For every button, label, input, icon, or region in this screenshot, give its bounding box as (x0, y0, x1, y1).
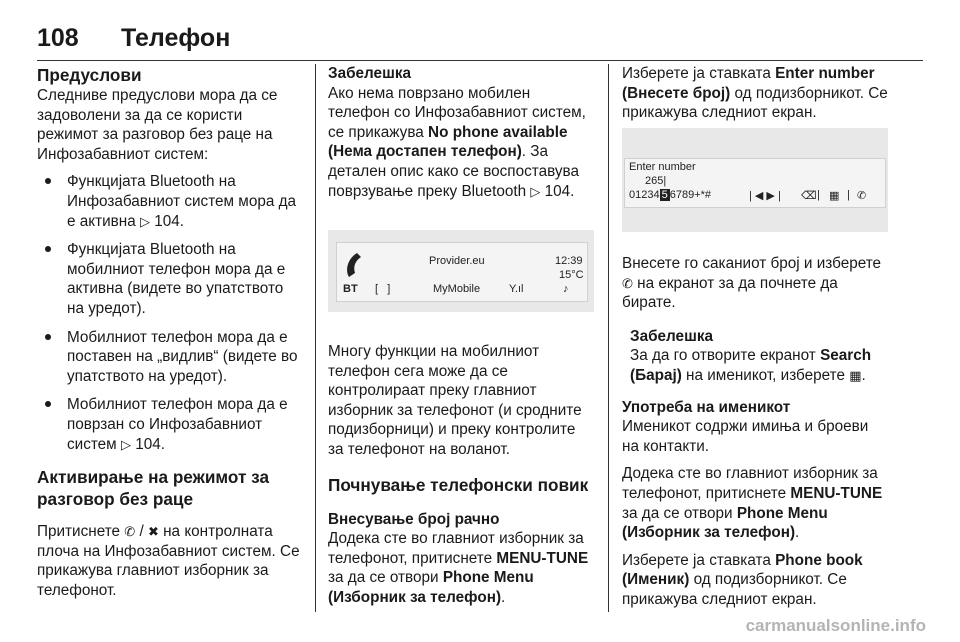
note-label: Забелешка (630, 327, 713, 345)
selected-digit[interactable]: 5 (661, 189, 668, 201)
page-ref[interactable]: 104. (544, 182, 575, 200)
delete-icon[interactable]: ⌫ (801, 190, 817, 202)
section-title: Телефон (121, 24, 231, 52)
page-ref[interactable]: 104. (154, 212, 185, 230)
watermark: carmanualsonline.info (745, 616, 926, 635)
note-block (622, 327, 888, 386)
menu-item-label: Enter number (Внесете број) (622, 65, 875, 102)
menu-label: Phone Menu (Изборник за телефон) (622, 504, 828, 542)
phonebook-icon: ▦ (849, 367, 862, 383)
prereq-list (37, 172, 303, 454)
clock: 12:39 (555, 255, 583, 267)
list-item: Мобилниот телефон мора да е поврзан со Инфозабавниот систем ▷ 104. (37, 395, 303, 454)
page-ref[interactable]: 104. (135, 435, 165, 453)
provider-label: Provider.eu (429, 255, 485, 267)
arrow-ref-icon: ▷ (530, 183, 541, 199)
phone-handset-icon (343, 249, 373, 281)
phonebook-paragraph: Додека сте во главниот изборник за телефонот, притиснете MENU-TUNE за да се отвори Phone Menu (Изборник за телефон). (622, 465, 883, 542)
key-label: MENU-TUNE (496, 549, 589, 567)
phone-main-screen (328, 230, 594, 312)
phone-icon[interactable]: ✆ (857, 190, 867, 202)
prereq-intro: Следниве предуслови мора да се задоволени за да се користи режимот за разговор без раце на Инфозабавниот систем: (37, 87, 278, 163)
bullet-icon (45, 401, 51, 407)
bt-label: BT (343, 283, 358, 295)
separator: | (817, 189, 820, 201)
column-2 (328, 64, 594, 201)
signal-strength-icon: Y.ıl (509, 283, 524, 295)
empty-brackets-icon: [ ] (375, 283, 391, 295)
dial-paragraph: Додека сте во главниот изборник за телефонот, притиснете MENU-TUNE за да се отвори Phone Menu (Изборник за телефон). (328, 530, 589, 606)
list-item: Функцијата Bluetooth на мобилниот телефон мора да е активна (видете во упатството на уредот). (37, 240, 303, 318)
page-number: 108 (37, 24, 79, 52)
column-3 (622, 64, 888, 123)
column-2-lower (328, 342, 594, 608)
phonebook-select-paragraph: Изберете ја ставката Phone book (Именик) од подизборникот. Се прикажува следниот екран. (622, 551, 863, 608)
phone-icon: ✆ (124, 524, 136, 540)
column-divider (315, 64, 316, 612)
phone-mute-icon: ✖ (147, 524, 159, 540)
separator: | (847, 189, 850, 201)
phone-icon: ✆ (622, 275, 633, 291)
enter-number-screen (622, 128, 888, 232)
enter-number-paragraph: Внесете го саканиот број и изберете ✆ на екранот за да почнете да бирате. (622, 255, 882, 312)
screen-title: Enter number (629, 161, 696, 173)
audio-music-icon: ♪ (563, 283, 569, 295)
arrow-ref-icon: ▷ (140, 213, 151, 229)
note-paragraph: Ако нема поврзано мобилен телефон со Инфозабавниот систем, се прикажува No phone available (Нема достапен телефон). За детален опис како се воспоставува поврзување преку Bluetooth ▷ 104. (328, 84, 586, 200)
heading-prerequisites: Предуслови (37, 65, 142, 85)
bullet-icon (45, 334, 51, 340)
list-item: Мобилниот телефон мора да е поставен на „видлив“ (видете во упатството на уредот). (37, 328, 303, 387)
entered-number: 265| (645, 175, 667, 187)
network-label: MyMobile (433, 283, 481, 295)
ui-text: Search (Барај) (630, 347, 872, 384)
nav-arrows-icon[interactable]: | ◀ ▶ | (749, 190, 781, 202)
temperature: 15°C (559, 269, 584, 281)
heading-activate-handsfree: Активирање на режимот за разговор без раце (37, 467, 270, 510)
menu-label: Phone Menu (Изборник за телефон) (328, 569, 534, 606)
page-header (37, 20, 923, 61)
heading-phonebook: Употреба на именикот (622, 398, 791, 416)
activate-paragraph: Притиснете ✆ / ✖ на контролната плоча на Инфозабавниот систем. Се прикажува главниот изборник за телефонот. (37, 523, 300, 599)
menu-item-label: Phone book (Именик) (622, 551, 863, 589)
select-enter-number-paragraph: Изберете ја ставката Enter number (Внесете број) од подизборникот. Се прикажува следниот екран. (622, 65, 888, 122)
heading-dial-manual: Внесување број рачно (328, 510, 500, 528)
digit-keys: 01234 5 6789+*# (629, 189, 712, 201)
bullet-icon (45, 178, 51, 184)
bullet-icon (45, 246, 51, 252)
control-paragraph: Многу функции на мобилниот телефон сега може да се контролираат преку главниот изборник за телефонот (и сродните подизборници) и преку контролите за телефонот на воланот. (328, 343, 582, 458)
list-item: Функцијата Bluetooth на Инфозабавниот систем мора да е активна ▷ 104. (37, 172, 303, 231)
note-label: Забелешка (328, 65, 411, 82)
note-paragraph: За да го отворите екранот Search (Барај) на именикот, изберете ▦. (630, 347, 872, 384)
heading-start-call: Почнување телефонски повик (328, 474, 589, 495)
ui-text: No phone available (Нема достапен телефон) (328, 123, 568, 161)
phonebook-intro: Именикот содржи имиња и броеви на контакти. (622, 418, 869, 455)
arrow-ref-icon: ▷ (120, 436, 131, 452)
phonebook-icon[interactable]: ▦ (829, 190, 840, 202)
key-label: MENU-TUNE (790, 484, 883, 502)
column-3-lower (622, 254, 888, 610)
column-1 (37, 64, 303, 600)
column-divider (608, 64, 609, 612)
